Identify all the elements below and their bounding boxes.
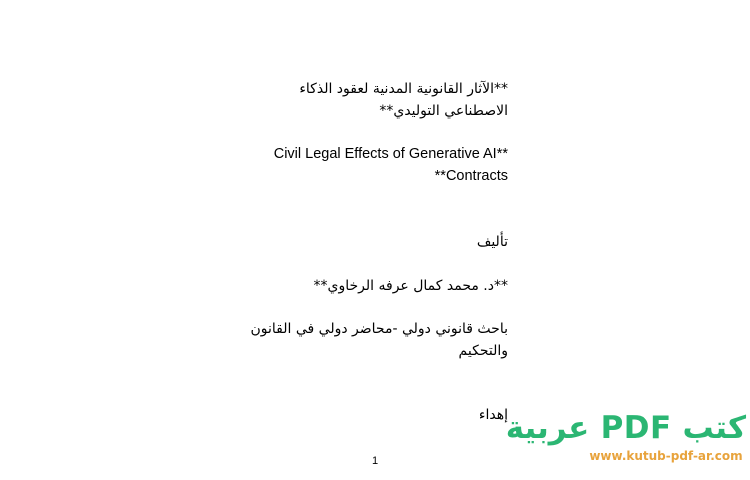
author-name-text: **د. محمد كمال عرفه الرخاوي** [313,278,508,294]
author-role [208,318,508,362]
dedication-heading [208,404,508,426]
page-number: 1 [372,455,379,467]
author-label-text: تأليف [476,234,508,250]
title-arabic-line-2: الاصطناعي التوليدي** [379,103,508,119]
author-name [208,275,508,297]
dedication-text: إهداء [478,407,508,423]
title-arabic-line-1: **الآثار القانونية المدنية لعقود الذكاء [299,81,508,97]
title-english-line-1: Civil Legal Effects of Generative AI** [273,146,508,162]
title-english-line-2: **Contracts [434,168,508,184]
author-role-line-1: باحث قانوني دولي -محاضر دولي في القانون [250,321,508,337]
author-label [208,231,508,253]
author-role-line-2: والتحكيم [458,343,508,359]
watermark-title: كتب PDF عربية [505,410,746,446]
title-arabic [208,78,508,122]
watermark-url: www.kutub-pdf-ar.com [589,449,743,463]
title-english [208,143,508,187]
site-watermark [505,408,746,464]
